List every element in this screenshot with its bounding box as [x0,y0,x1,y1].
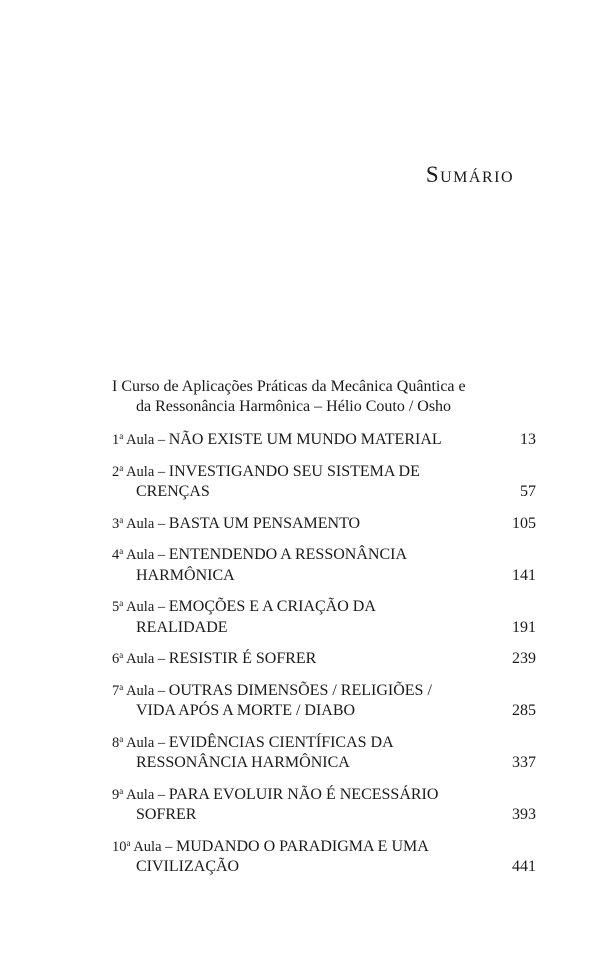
toc-entry-title-continued: CRENÇAS [136,483,210,500]
lesson-number: 2 [112,463,120,480]
ordinal-indicator: a [126,837,131,848]
lesson-label: Aula – [123,651,169,667]
page-number: 141 [512,566,536,584]
toc-entry-title: ENTENDENDO A RESSONÂNCIA [168,546,407,563]
toc-entry[interactable] [112,430,536,451]
page-number: 239 [512,650,536,667]
ordinal-indicator: a [119,650,124,660]
lesson-label: Aula – [130,838,177,855]
lesson-label: Aula – [123,599,169,615]
toc-entry[interactable] [112,837,536,878]
toc-entry[interactable] [112,785,536,826]
toc-entry-heading [112,462,536,483]
page-number: 57 [520,483,536,500]
toc-entry-heading [112,597,536,618]
toc-entry[interactable] [112,597,536,638]
toc-entry[interactable] [112,733,536,774]
lesson-label: Aula – [123,432,169,448]
toc-entry-title: BASTA UM PENSAMENTO [168,514,361,532]
lesson-label: Aula – [123,463,169,480]
lesson-number: 10 [112,838,127,855]
toc-entry[interactable] [112,681,536,722]
page-number: 13 [520,431,536,448]
lesson-label: Aula – [123,547,169,563]
toc-entry-title-continued: SOFRER [136,806,197,823]
ordinal-indicator: a [119,785,124,796]
page-number: 337 [512,754,536,771]
toc-entry-title-continued: HARMÔNICA [136,566,235,584]
page-number: 285 [512,702,536,719]
toc-entry-title: EMOÇÕES E A CRIAÇÃO DA [168,598,376,615]
toc-entry-heading [112,545,536,566]
toc-entry[interactable] [112,462,536,503]
ordinal-indicator: a [119,681,124,692]
lesson-number: 1 [112,432,120,448]
lesson-number: 7 [112,682,120,699]
lesson-number: 5 [112,599,120,615]
page-number: 191 [512,618,536,636]
toc-entry[interactable] [112,514,536,535]
toc-entry-title-continued: CIVILIZAÇÃO [136,858,240,875]
page-number: 393 [512,806,536,823]
toc-entry-heading [112,837,536,858]
lesson-number: 3 [112,515,120,532]
toc-entry-heading [112,514,536,535]
toc-entry-title-continued: VIDA APÓS A MORTE / DIABO [136,702,356,719]
toc-entry[interactable] [112,545,536,586]
page-title: Sumário [425,162,514,187]
ordinal-indicator: a [119,733,124,744]
lesson-label: Aula – [123,786,169,803]
toc-entry-heading [112,649,536,670]
lesson-label: Aula – [123,734,169,751]
toc-entry-title: NÃO EXISTE UM MUNDO MATERIAL [168,431,442,448]
toc-entry-title: PARA EVOLUIR NÃO É NECESSÁRIO [168,785,439,803]
lesson-label: Aula – [123,682,169,699]
table-of-contents [112,430,536,889]
toc-entry-title: MUDANDO O PARADIGMA E UMA [176,837,429,855]
ordinal-indicator: a [119,462,124,473]
lesson-number: 9 [112,786,120,803]
toc-entry-title: INVESTIGANDO SEU SISTEMA DE [168,462,420,480]
lesson-number: 6 [112,651,120,667]
lesson-number: 4 [112,547,120,563]
toc-entry[interactable] [112,649,536,670]
toc-entry-heading [112,733,536,754]
toc-entry-title: RESISTIR É SOFRER [168,650,317,667]
page-number: 105 [512,514,536,532]
toc-entry-title-continued: RESSONÂNCIA HARMÔNICA [136,754,350,771]
ordinal-indicator: a [119,431,124,441]
ordinal-indicator: a [119,514,124,525]
toc-entry-title: EVIDÊNCIAS CIENTÍFICAS DA [168,733,394,751]
page-number: 441 [512,858,536,875]
intro-line-1: I Curso de Aplicações Práticas da Mecânica Quântica e [112,378,466,395]
toc-entry-heading [112,785,536,806]
toc-entry-heading [112,681,536,702]
book-intro [112,377,512,417]
lesson-label: Aula – [123,515,169,532]
intro-line-2: da Ressonância Harmônica – Hélio Couto / Osho [136,398,452,415]
toc-entry-heading [112,430,536,451]
lesson-number: 8 [112,734,120,751]
toc-entry-title: OUTRAS DIMENSÕES / RELIGIÕES / [168,681,432,699]
ordinal-indicator: a [119,546,124,556]
ordinal-indicator: a [119,598,124,608]
toc-entry-title-continued: REALIDADE [136,618,228,636]
